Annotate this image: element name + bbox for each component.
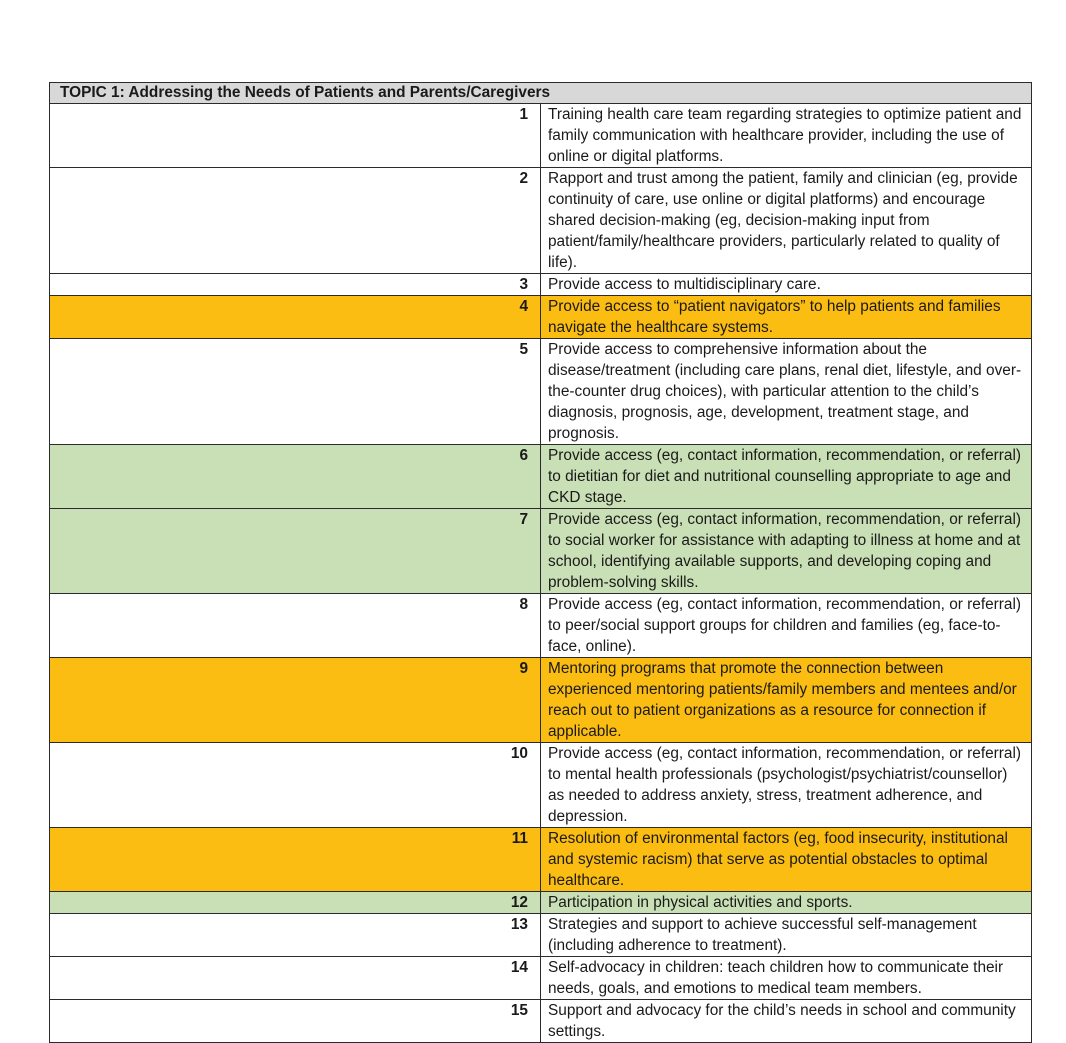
- row-text: Rapport and trust among the patient, family and clinician (eg, provide continuity of care, use online or digital platforms) and encourage shared decision-making (eg, decision-making input from patient/family/healthcare providers, particularly related to quality of life).: [541, 168, 1032, 274]
- table-row: [50, 914, 1032, 957]
- table-row: [50, 892, 1032, 914]
- row-text: Provide access (eg, contact information, recommendation, or referral) to mental health professionals (psychologist/psychiatrist/counsellor) as needed to address anxiety, stress, treatment adherence, and depression.: [541, 743, 1032, 828]
- table-title: TOPIC 1: Addressing the Needs of Patients and Parents/Caregivers: [50, 83, 1032, 104]
- row-number: 3: [50, 274, 541, 296]
- row-number: 8: [50, 594, 541, 658]
- row-text: Mentoring programs that promote the connection between experienced mentoring patients/family members and mentees and/or reach out to patient organizations as a resource for connection if applicable.: [541, 658, 1032, 743]
- row-number: 5: [50, 339, 541, 445]
- table-row: [50, 828, 1032, 892]
- table-row: [50, 1000, 1032, 1043]
- table-row: [50, 296, 1032, 339]
- row-number: 10: [50, 743, 541, 828]
- row-text: Participation in physical activities and sports.: [541, 892, 1032, 914]
- row-number: 9: [50, 658, 541, 743]
- table-row: [50, 274, 1032, 296]
- row-text: Provide access (eg, contact information, recommendation, or referral) to peer/social support groups for children and families (eg, face-to-face, online).: [541, 594, 1032, 658]
- row-text: Resolution of environmental factors (eg, food insecurity, institutional and systemic racism) that serve as potential obstacles to optimal healthcare.: [541, 828, 1032, 892]
- table-row: [50, 339, 1032, 445]
- row-number: 11: [50, 828, 541, 892]
- table-body: [50, 104, 1032, 1043]
- table-row: [50, 104, 1032, 168]
- row-number: 14: [50, 957, 541, 1000]
- row-text: Self-advocacy in children: teach children how to communicate their needs, goals, and emotions to medical team members.: [541, 957, 1032, 1000]
- row-number: 1: [50, 104, 541, 168]
- table-row: [50, 957, 1032, 1000]
- row-number: 15: [50, 1000, 541, 1043]
- row-text: Provide access to “patient navigators” to help patients and families navigate the healthcare systems.: [541, 296, 1032, 339]
- table-row: [50, 509, 1032, 594]
- table-row: [50, 168, 1032, 274]
- table-row: [50, 658, 1032, 743]
- row-number: 12: [50, 892, 541, 914]
- row-text: Strategies and support to achieve successful self-management (including adherence to treatment).: [541, 914, 1032, 957]
- row-number: 4: [50, 296, 541, 339]
- row-text: Provide access to comprehensive information about the disease/treatment (including care plans, renal diet, lifestyle, and over-the-counter drug choices), with particular attention to the child’s diagnosis, prognosis, age, development, treatment stage, and prognosis.: [541, 339, 1032, 445]
- row-text: Provide access (eg, contact information, recommendation, or referral) to social worker for assistance with adapting to illness at home and at school, identifying available supports, and developing coping and problem-solving skills.: [541, 509, 1032, 594]
- table-header-row: [50, 83, 1032, 104]
- row-text: Provide access (eg, contact information, recommendation, or referral) to dietitian for diet and nutritional counselling appropriate to age and CKD stage.: [541, 445, 1032, 509]
- row-text: Training health care team regarding strategies to optimize patient and family communication with healthcare provider, including the use of online or digital platforms.: [541, 104, 1032, 168]
- row-number: 7: [50, 509, 541, 594]
- row-number: 2: [50, 168, 541, 274]
- row-text: Provide access to multidisciplinary care.: [541, 274, 1032, 296]
- table-row: [50, 743, 1032, 828]
- row-number: 6: [50, 445, 541, 509]
- row-text: Support and advocacy for the child’s needs in school and community settings.: [541, 1000, 1032, 1043]
- topic-table: [49, 82, 1032, 1043]
- table-row: [50, 445, 1032, 509]
- table-row: [50, 594, 1032, 658]
- row-number: 13: [50, 914, 541, 957]
